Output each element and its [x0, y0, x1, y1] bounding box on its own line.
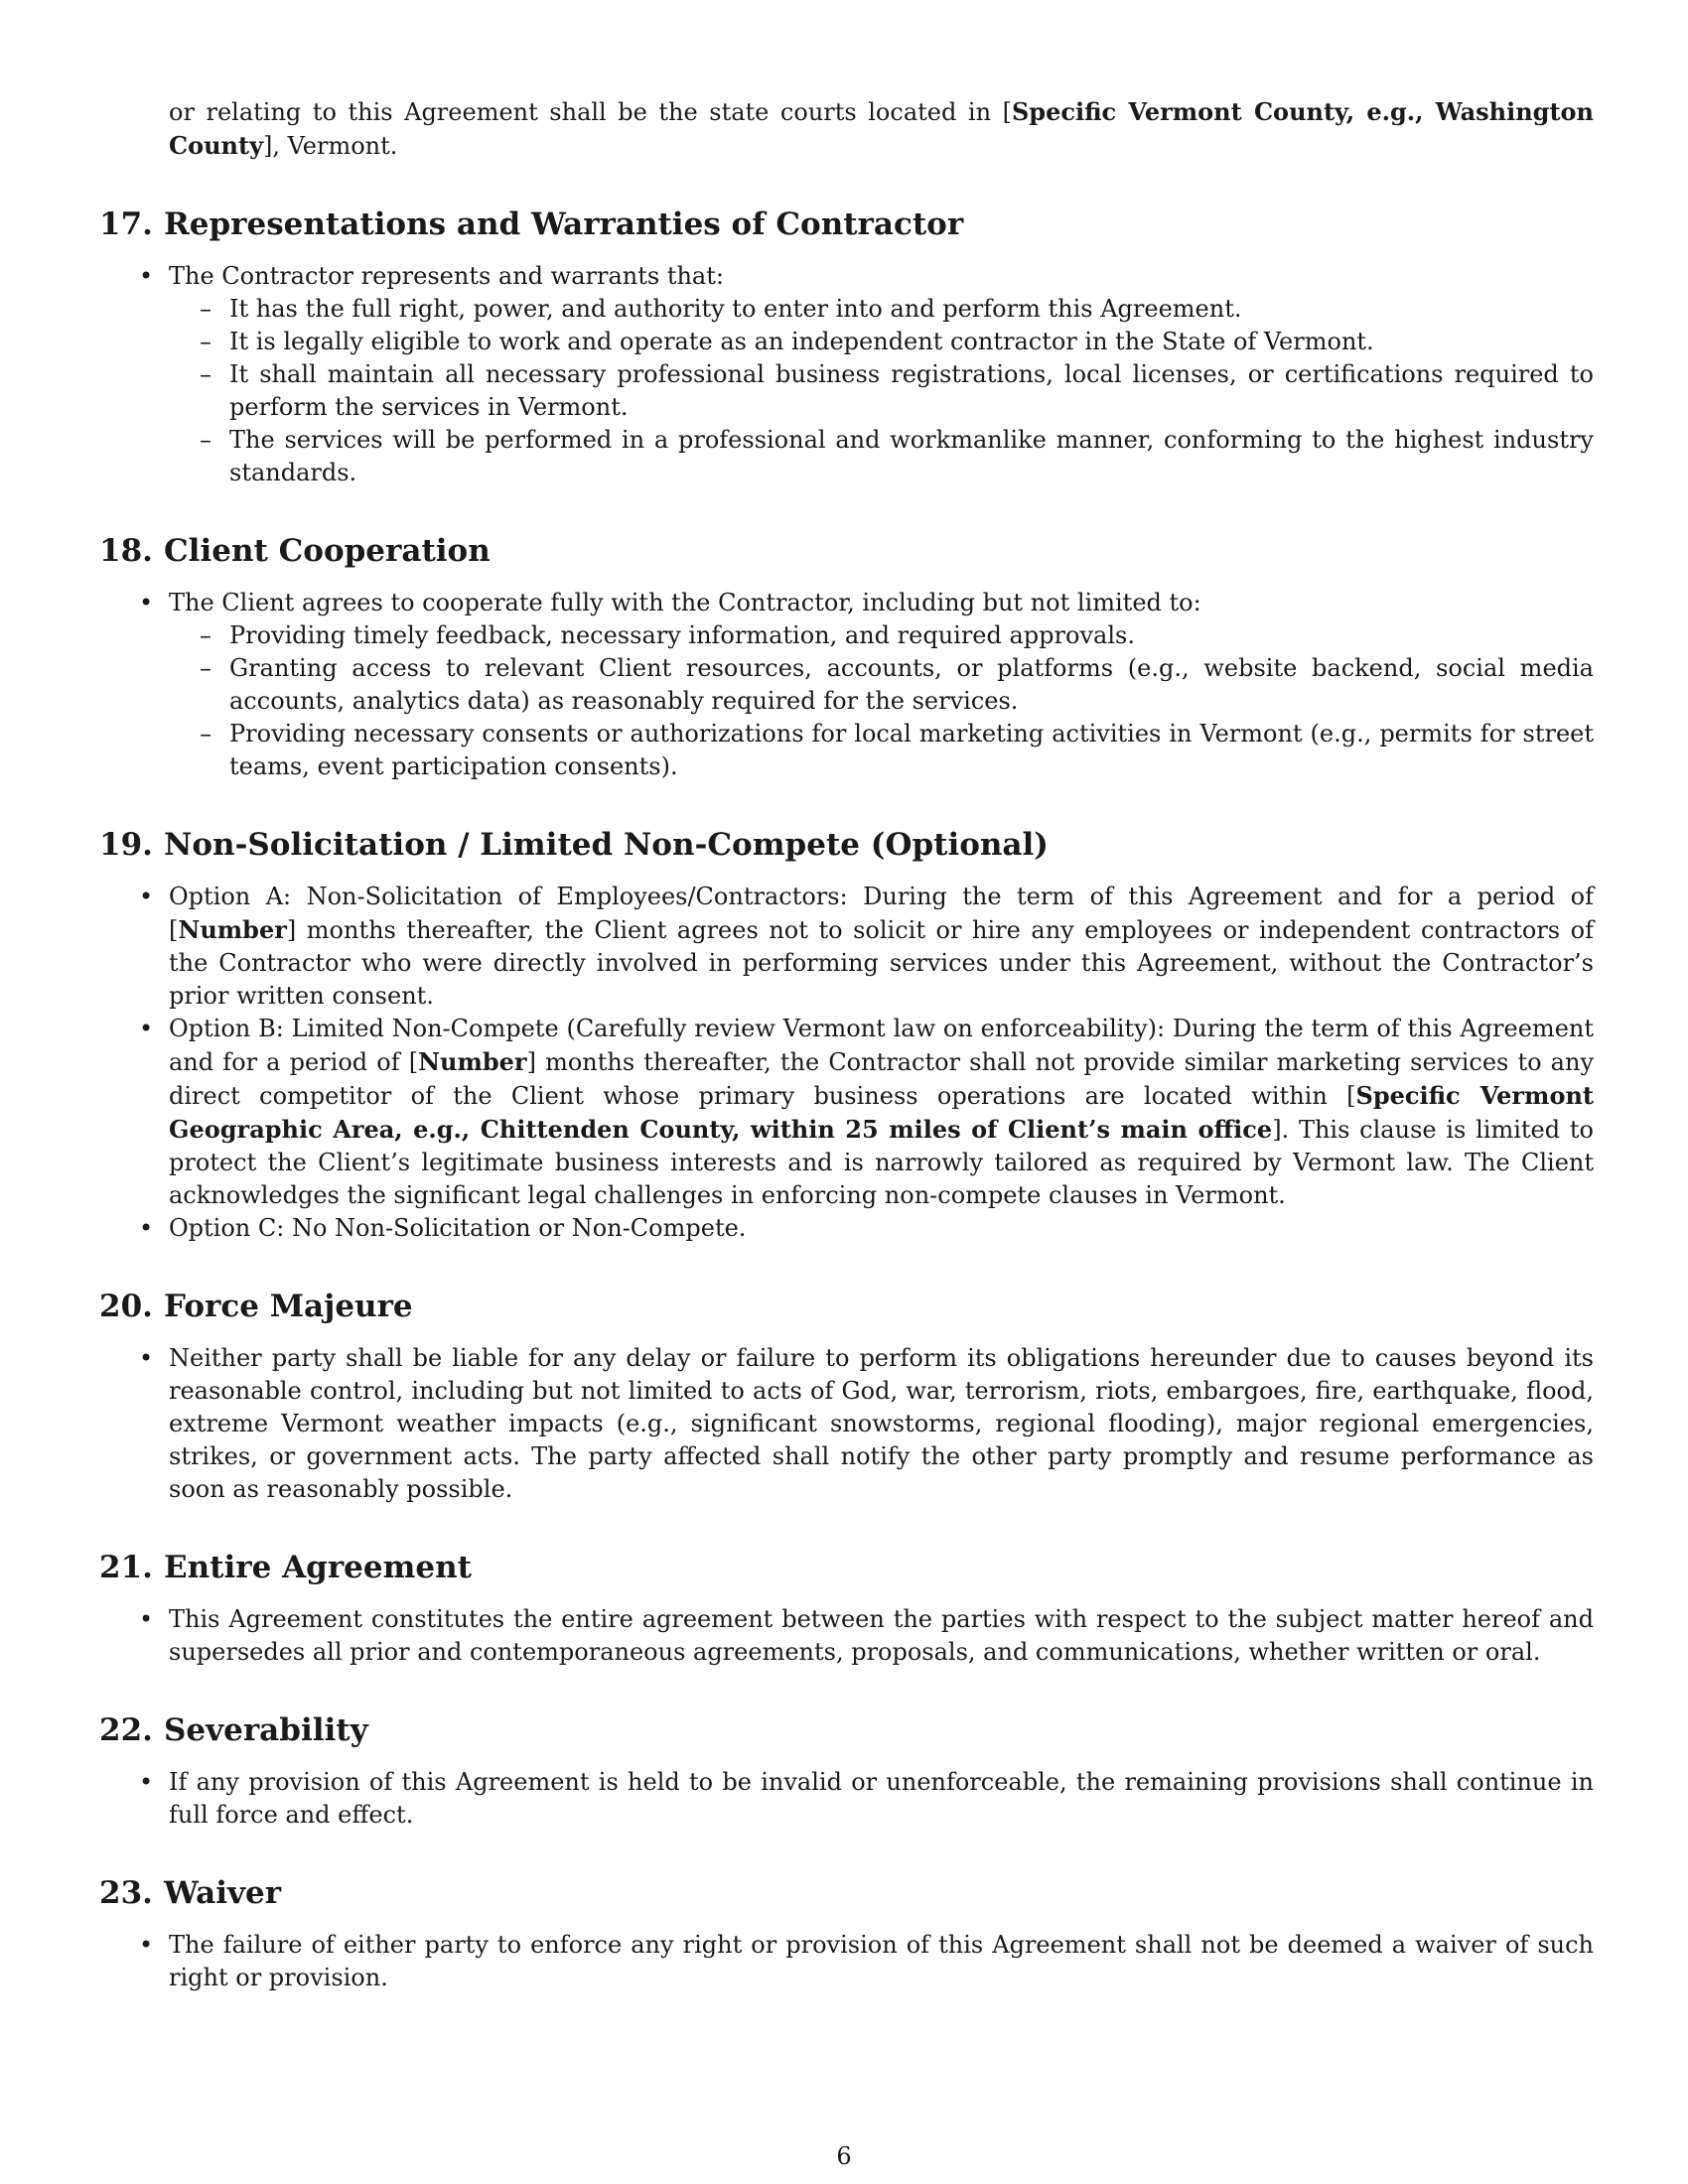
- section-number: 23.: [99, 1875, 153, 1911]
- placeholder-geographic-area: Specific Vermont Geographic Area, e.g., Chittenden County, within 25 miles of Client’s main office: [169, 1081, 1594, 1144]
- section-number: 17.: [99, 206, 153, 242]
- option-text-end: ] months thereafter, the Client agrees not to solicit or hire any employees or independent contractors of the Contractor who were directly involved in performing services under this Agreement, without the Contractor’s prior written consent.: [169, 916, 1594, 1010]
- section-17-heading: [99, 205, 1594, 244]
- section-18-heading: [99, 531, 1594, 571]
- sub-list-item: – It is legally eligible to work and operate as an independent contractor in the State of Vermont.: [229, 326, 1594, 358]
- section-number: 19.: [99, 827, 153, 863]
- section-title: Representations and Warranties of Contractor: [164, 206, 964, 242]
- sub-list: [169, 619, 1594, 783]
- section-22-heading: [99, 1710, 1594, 1750]
- section-title: Non-Solicitation / Limited Non-Compete (Optional): [164, 827, 1049, 863]
- list-item: • This Agreement constitutes the entire agreement between the parties with respect to the subject matter hereof and supersedes all prior and contemporaneous agreements, proposals, and communications, whether written or oral.: [169, 1603, 1594, 1669]
- section-title: Force Majeure: [164, 1289, 413, 1324]
- list-item: [169, 260, 1594, 489]
- section-22-list: [99, 1766, 1594, 1832]
- placeholder-number: Number: [418, 1047, 527, 1076]
- option-text-middle: ] months thereafter, the Contractor shall not provide similar marketing services to any direct competitor of the Client whose primary business operations are located within [: [169, 1048, 1595, 1110]
- continuation-text-end: ], Vermont.: [263, 132, 398, 160]
- section-title: Severability: [164, 1712, 368, 1748]
- option-text-end: ]. This clause is limited to protect the Client’s legitimate business interests and is narrowly tailored as required by Vermont law. The Client acknowledges the significant legal challenges in enforcing non-compete clauses in Vermont.: [169, 1116, 1594, 1209]
- list-item: • Neither party shall be liable for any delay or failure to perform its obligations hereunder due to causes beyond its reasonable control, including but not limited to acts of God, war, terrorism, riots, embargoes, fire, earthquake, flood, extreme Vermont weather impacts (e.g., significant snowstorms, regional flooding), major regional emergencies, strikes, or government acts. The party affected shall notify the other party promptly and resume performance as soon as reasonably possible.: [169, 1342, 1594, 1506]
- option-text: Option B: Limited Non-Compete (Carefully review Vermont law on enforceability): During the term of this Agreement and for a period of [: [169, 1015, 1594, 1076]
- sub-list-item: – The services will be performed in a professional and workmanlike manner, conforming to the highest industry standards.: [229, 424, 1594, 489]
- sub-list-item: – Granting access to relevant Client resources, accounts, or platforms (e.g., website backend, social media accounts, analytics data) as reasonably required for the services.: [229, 652, 1594, 718]
- section-17-list: [99, 260, 1594, 489]
- sub-list-item: – Providing necessary consents or authorizations for local marketing activities in Vermont (e.g., permits for street teams, event participation consents).: [229, 718, 1594, 783]
- section-number: 18.: [99, 533, 153, 569]
- list-item-option-b: [169, 1013, 1594, 1212]
- section-title: Client Cooperation: [164, 533, 491, 569]
- placeholder-number: Number: [178, 915, 287, 944]
- option-text: Option A: Non-Solicitation of Employees/Contractors: During the term of this Agreement and for a period of [: [169, 883, 1594, 944]
- page-number: 6: [836, 2142, 852, 2170]
- continuation-text: or relating to this Agreement shall be the state courts located in [: [169, 98, 1012, 126]
- section-19-list: [99, 881, 1594, 1245]
- section-21-list: [99, 1603, 1594, 1669]
- continuation-placeholder: Specific Vermont County, e.g., Washington County: [169, 97, 1594, 160]
- sub-list-item: – It shall maintain all necessary professional business registrations, local licenses, or certifications required to perform the services in Vermont.: [229, 358, 1594, 424]
- section-title: Entire Agreement: [164, 1550, 472, 1585]
- continuation-paragraph: [169, 95, 1594, 163]
- section-18-list: [99, 587, 1594, 783]
- sub-list-item: – Providing timely feedback, necessary information, and required approvals.: [229, 619, 1594, 652]
- document-page: [99, 95, 1594, 1994]
- section-23-list: [99, 1929, 1594, 1994]
- sub-list-item: – It has the full right, power, and authority to enter into and perform this Agreement.: [229, 293, 1594, 326]
- list-item: [169, 587, 1594, 783]
- section-20-list: [99, 1342, 1594, 1506]
- list-item-option-a: [169, 881, 1594, 1013]
- section-number: 21.: [99, 1550, 153, 1585]
- list-item: • If any provision of this Agreement is held to be invalid or unenforceable, the remaining provisions shall continue in full force and effect.: [169, 1766, 1594, 1832]
- list-item-option-c: • Option C: No Non-Solicitation or Non-Compete.: [169, 1212, 1594, 1245]
- list-item: • The failure of either party to enforce any right or provision of this Agreement shall not be deemed a waiver of such right or provision.: [169, 1929, 1594, 1994]
- section-20-heading: [99, 1287, 1594, 1326]
- section-number: 20.: [99, 1289, 153, 1324]
- section-23-heading: [99, 1873, 1594, 1913]
- bullet-text: The Contractor represents and warrants that:: [169, 262, 724, 290]
- section-number: 22.: [99, 1712, 153, 1748]
- section-19-heading: [99, 825, 1594, 865]
- section-title: Waiver: [164, 1875, 282, 1911]
- bullet-text: The Client agrees to cooperate fully with the Contractor, including but not limited to:: [169, 589, 1201, 616]
- sub-list: [169, 293, 1594, 489]
- section-21-heading: [99, 1548, 1594, 1587]
